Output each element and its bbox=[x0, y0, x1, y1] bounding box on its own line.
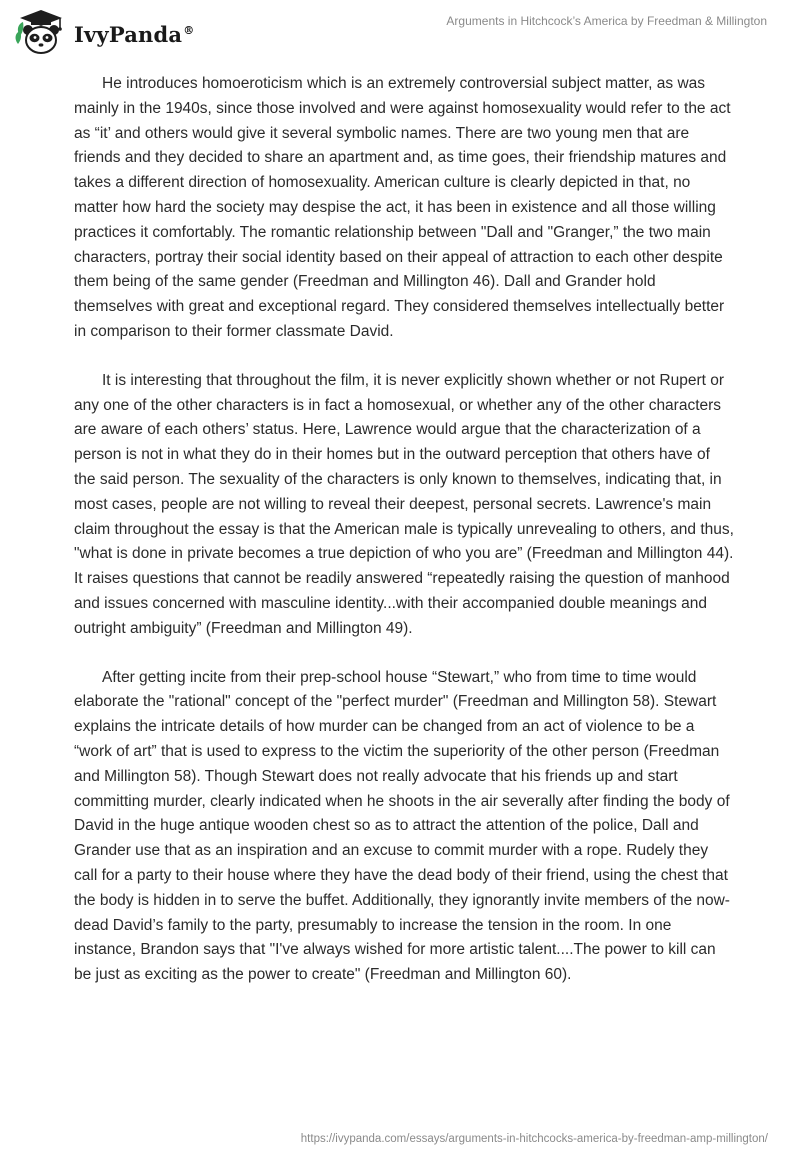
panda-graduate-icon bbox=[14, 8, 68, 58]
page-header bbox=[0, 0, 800, 64]
source-url[interactable]: https://ivypanda.com/essays/arguments-in-hitchcocks-america-by-freedman-amp-millington/ bbox=[300, 1133, 768, 1145]
document-title: Arguments in Hitchcock’s America by Freedman & Millington bbox=[446, 14, 767, 28]
paragraph: He introduces homoeroticism which is an extremely controversial subject matter, as was mainly in the 1940s, since those involved and were against homosexuality would refer to the act as “it’ and others would give it several symbolic names. There are two young men that are friends and they decided to share an apartment and, as time goes, their friendship matures and takes a different direction of homosexuality. American culture is clearly depicted in that, no matter how hard the society may despise the act, it has been in existence and all those willing practices it comfortably. The romantic relationship between "Dall and "Granger,” the two main characters, portray their social identity based on their appeal of attraction to each other despite them being of the same gender (Freedman and Millington 46). Dall and Grander hold themselves with great and exceptional regard. They considered themselves intellectually better in comparison to their former classmate David. bbox=[74, 75, 731, 340]
ivypanda-logo[interactable] bbox=[14, 8, 194, 58]
essay-body bbox=[74, 72, 734, 1012]
brand-name bbox=[74, 22, 194, 47]
brand-text: IvyPanda bbox=[74, 21, 183, 47]
paragraph: After getting incite from their prep-school house “Stewart,” who from time to time would elaborate the "rational" concept of the "perfect murder" (Freedman and Millington 58). Stewart explains the intricate details of how murder can be changed from an act of violence to be a “work of art” that is used to express to the victim the superiority of the other person (Freedman and Millington 58). Though Stewart does not really advocate that his friends up and start committing murder, clearly indicated when he shoots in the air severally after finding the body of David in the huge antique wooden chest so as to attract the attention of the police, Dall and Grander use that as an inspiration and an excuse to commit murder with a rope. Rudely they call for a party to their house where they have the dead body of their friend, using the chest that the body is hidden in to serve the buffet. Additionally, they ignorantly invite members of the now-dead David’s family to the party, presumably to increase the tension in the room. In one instance, Brandon says that "I've always wished for more artistic talent....The power to kill can be just as exciting as the power to create" (Freedman and Millington 60). bbox=[74, 668, 730, 984]
registered-mark: ® bbox=[183, 23, 195, 37]
paragraph: It is interesting that throughout the film, it is never explicitly shown whether or not Rupert or any one of the other characters is in fact a homosexual, or whether any of the other characters are aware of each others’ status. Here, Lawrence would argue that the characterization of a person is not in what they do in their homes but in the outward perception that others have of the said person. The sexuality of the characters is only known to themselves, indicating that, in most cases, people are not willing to reveal their deepest, personal secrets. Lawrence's main claim throughout the essay is that the American male is typically unrevealing to others, and thus, "what is done in private becomes a true depiction of who you are” (Freedman and Millington 44). It raises questions that cannot be readily answered “repeatedly raising the question of manhood and issues concerned with masculine identity...with their accompanied double meanings and outright ambiguity” (Freedman and Millington 49). bbox=[74, 371, 734, 637]
